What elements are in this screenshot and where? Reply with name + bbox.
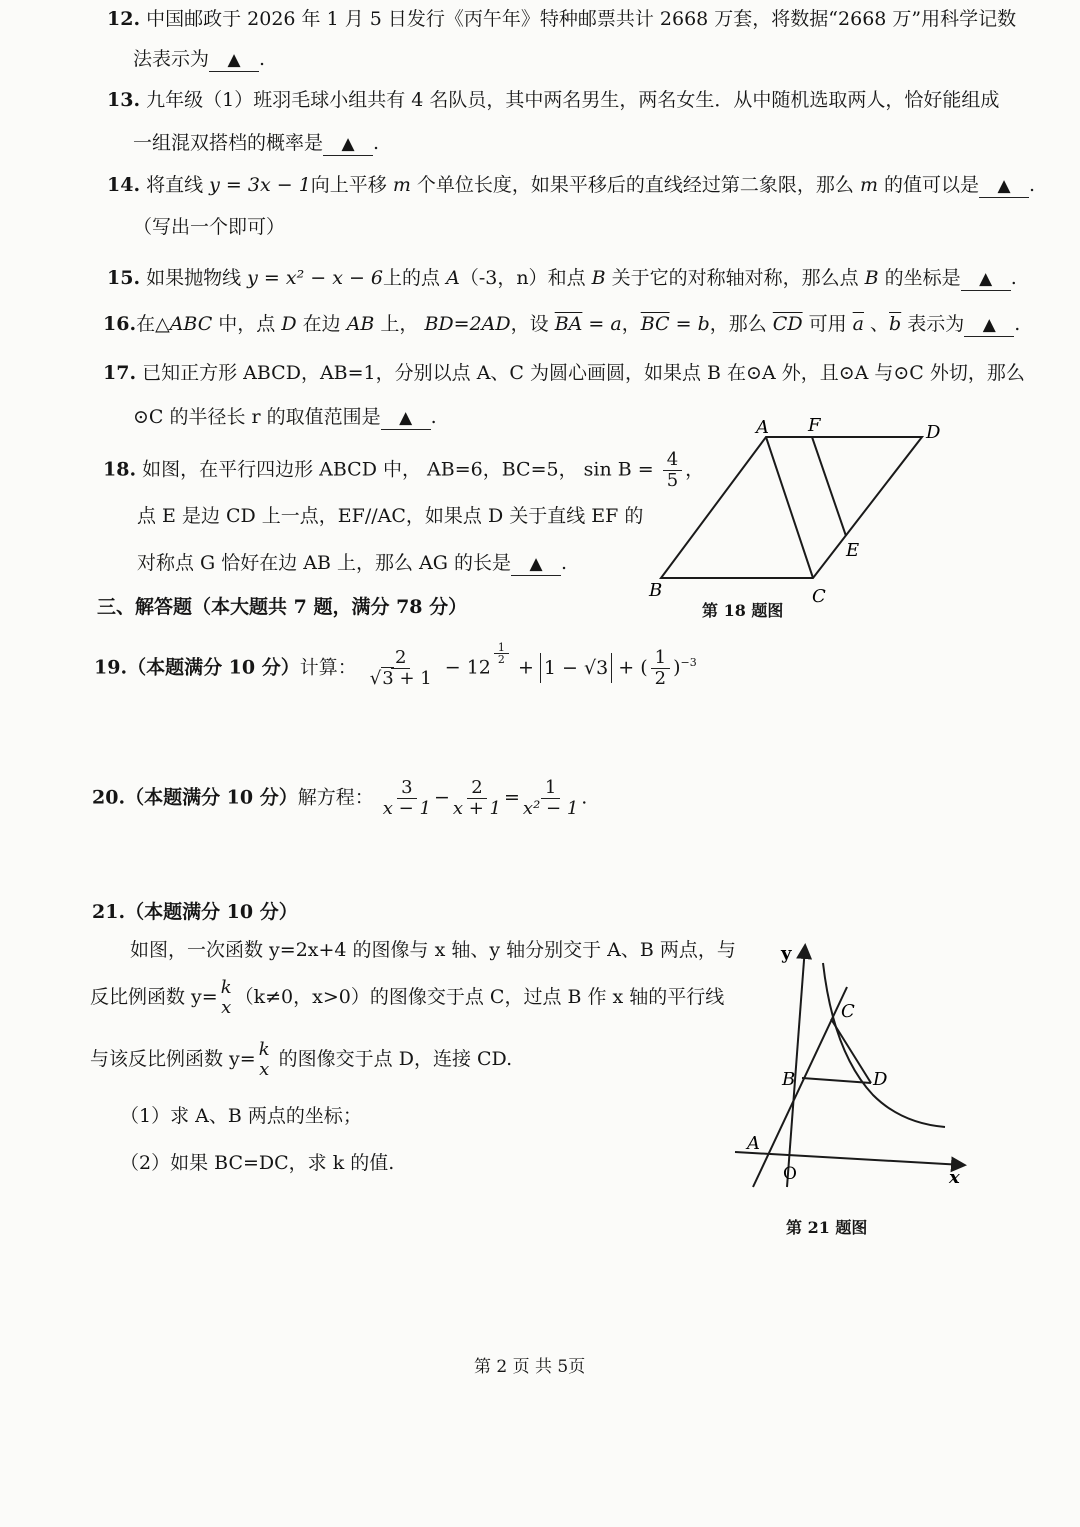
question-13-line2 xyxy=(133,130,379,156)
question-score: （本题满分 10 分） xyxy=(127,656,300,679)
question-text: 在边 xyxy=(296,313,347,335)
question-text: 九年级（1）班羽毛球小组共有 4 名队员，其中两名男生，两名女生．从中随机选取两人，恰好能组成 xyxy=(146,89,1000,111)
question-15 xyxy=(107,265,1017,291)
math-var: AB xyxy=(346,313,375,335)
denominator: √3 + 1 xyxy=(369,668,432,689)
question-text: 可用 xyxy=(802,313,853,335)
denominator: 2 xyxy=(654,668,667,689)
math-var: A xyxy=(446,267,460,289)
question-21-line1 xyxy=(130,937,736,963)
fraction-2 xyxy=(453,778,501,819)
question-text: 、 xyxy=(864,313,890,335)
question-number: 14. xyxy=(107,174,141,196)
question-number: 20. xyxy=(92,786,126,809)
triangle-marker-icon: ▲ xyxy=(979,269,993,289)
math-expression: − 12 xyxy=(438,656,491,679)
figure-21-caption: 第 21 题图 xyxy=(786,1218,868,1237)
question-text: 已知正方形 ABCD，AB=1，分别以点 A、C 为圆心画圆，如果点 B 在⊙A 外，且⊙A 与⊙C 外切，那么 xyxy=(142,362,1025,384)
question-text: 解方程： xyxy=(297,786,374,809)
period: . xyxy=(259,48,266,70)
question-text: 上的点 xyxy=(383,267,447,289)
numerator: 2 xyxy=(391,648,410,669)
math-expression: BD=2AD xyxy=(424,313,511,335)
answer-blank[interactable] xyxy=(209,48,259,72)
math-expression: = b xyxy=(669,313,710,335)
question-text: 法表示为 xyxy=(133,48,210,70)
fraction-k-over-x xyxy=(259,1040,270,1080)
triangle-marker-icon: ▲ xyxy=(997,176,1011,196)
question-20 xyxy=(92,778,587,819)
question-number: 17. xyxy=(103,362,137,384)
numerator: 4 xyxy=(663,450,682,471)
question-text: 将直线 xyxy=(146,174,210,196)
question-14-line2 xyxy=(133,214,285,240)
question-21-sub2: （2）如果 BC=DC，求 k 的值. xyxy=(120,1152,395,1174)
math-expression: y = x² − x − 6 xyxy=(247,267,384,289)
fraction-3 xyxy=(523,778,578,819)
question-text: 的图像交于点 D，连接 CD. xyxy=(272,1048,513,1070)
question-text: ⊙C 的半径长 r 的取值范围是 xyxy=(133,406,381,428)
triangle-marker-icon: ▲ xyxy=(982,315,996,335)
question-number: 15. xyxy=(107,267,141,289)
question-text: ，设 xyxy=(510,313,555,335)
question-18-line1 xyxy=(103,450,704,491)
question-number: 13. xyxy=(107,89,141,111)
hyperbola xyxy=(823,963,945,1127)
answer-blank[interactable] xyxy=(511,552,561,576)
label-a: A xyxy=(747,1133,760,1154)
question-21-sub1: （1）求 A、B 两点的坐标； xyxy=(120,1105,362,1127)
radicand: 3 xyxy=(382,668,394,689)
answer-blank[interactable] xyxy=(961,267,1011,291)
denominator: x + 1 xyxy=(452,798,501,819)
period: . xyxy=(581,786,588,809)
question-text: 表示为 xyxy=(901,313,965,335)
diagonal-ac xyxy=(766,437,813,578)
question-16 xyxy=(103,311,1020,337)
question-text: 上， xyxy=(374,313,425,335)
question-text: （k≠0，x>0）的图像交于点 C，过点 B 作 x 轴的平行线 xyxy=(234,986,725,1008)
question-21-line3 xyxy=(90,1040,512,1080)
question-text: 的坐标是 xyxy=(878,267,961,289)
question-text: 在△ xyxy=(136,313,170,335)
question-text: 一组混双搭档的概率是 xyxy=(133,132,324,154)
denominator: x − 1 xyxy=(382,798,431,819)
math-expression: y = 3x − 1 xyxy=(209,174,311,196)
question-text: ，那么 xyxy=(709,313,773,335)
triangle-marker-icon: ▲ xyxy=(341,134,355,154)
exponent-half xyxy=(494,642,509,665)
numerator: 1 xyxy=(541,778,560,799)
vector-bc: $\overline{BC}$ xyxy=(640,313,670,335)
question-text: ， xyxy=(621,313,641,335)
numerator: k xyxy=(220,977,232,998)
period: . xyxy=(430,406,437,428)
label-d: D xyxy=(926,422,941,443)
vector-b: $\overline{b}$ xyxy=(889,313,902,335)
question-text: 如图，在平行四边形 ABCD 中， AB=6，BC=5， sin B = xyxy=(142,458,660,481)
question-text: 点 E 是边 CD 上一点，EF//AC，如果点 D 关于直线 EF 的 xyxy=(137,505,644,527)
label-e: E xyxy=(846,540,860,561)
question-17-line1 xyxy=(103,360,1025,386)
question-number: 18. xyxy=(103,458,137,481)
period: . xyxy=(1014,313,1021,335)
question-text: 向上平移 xyxy=(310,174,393,196)
numerator: 1 xyxy=(494,642,509,654)
label-c: C xyxy=(812,586,826,607)
question-text: 计算： xyxy=(299,656,357,679)
question-13-line1 xyxy=(107,87,999,113)
y-axis xyxy=(787,947,805,1187)
question-number: 19. xyxy=(94,656,128,679)
question-number: 12. xyxy=(107,8,141,30)
fraction-1-2 xyxy=(651,648,670,689)
label-a: A xyxy=(756,417,769,438)
period: . xyxy=(373,132,380,154)
question-text: （写出一个即可） xyxy=(133,216,286,238)
triangle-marker-icon: ▲ xyxy=(227,50,241,70)
question-text: 和点 xyxy=(547,267,592,289)
figure-18-caption: 第 18 题图 xyxy=(702,601,784,620)
parallelogram-outline xyxy=(661,437,922,578)
question-18-line3 xyxy=(137,550,567,576)
question-21-line2 xyxy=(90,978,724,1018)
parallelogram-abcd xyxy=(661,437,922,578)
section-heading: 三、解答题（本大题共 7 题，满分 78 分） xyxy=(97,596,468,618)
math-var: ABC xyxy=(169,313,213,335)
math-var: m xyxy=(392,174,411,196)
question-text: 对称点 G 恰好在边 AB 上，那么 AG 的长是 xyxy=(137,552,511,574)
question-text: 中，点 xyxy=(212,313,282,335)
question-number: 16. xyxy=(103,313,137,335)
question-19 xyxy=(94,641,697,689)
numerator: 3 xyxy=(397,778,416,799)
answer-blank[interactable] xyxy=(323,132,373,156)
triangle-marker-icon: ▲ xyxy=(399,408,413,428)
fraction-2-over-sqrt3-plus-1 xyxy=(366,648,436,689)
question-text: 如果抛物线 xyxy=(146,267,248,289)
label-f: F xyxy=(808,415,821,436)
period: . xyxy=(1010,267,1017,289)
question-score: （本题满分 10 分） xyxy=(125,786,298,809)
denominator: x xyxy=(221,997,232,1018)
numerator: 1 xyxy=(651,648,670,669)
page-footer: 第 2 页 共 5页 xyxy=(474,1357,586,1377)
math-expression: + xyxy=(511,656,540,679)
vector-cd: $\overline{CD}$ xyxy=(772,313,803,335)
question-text: 反比例函数 y= xyxy=(90,986,218,1008)
denominator: x xyxy=(259,1059,270,1080)
triangle-marker-icon: ▲ xyxy=(529,554,543,574)
math-expression: ) xyxy=(673,656,681,679)
segment-ef xyxy=(812,437,846,536)
segment-cd xyxy=(831,1019,871,1083)
math-var: D xyxy=(281,313,297,335)
math-var: B xyxy=(864,267,879,289)
question-text: 与该反比例函数 y= xyxy=(90,1048,256,1070)
answer-blank[interactable] xyxy=(381,406,431,430)
operator: = xyxy=(504,786,520,809)
denominator: 2 xyxy=(497,653,505,666)
numerator: k xyxy=(258,1039,270,1060)
label-b: B xyxy=(782,1069,796,1090)
label-y-axis: y xyxy=(781,943,792,964)
label-origin: O xyxy=(783,1164,797,1184)
answer-blank[interactable] xyxy=(979,174,1029,198)
question-14-line1 xyxy=(107,172,1035,198)
period: . xyxy=(561,552,568,574)
math-var: B xyxy=(591,267,606,289)
math-expression: （-3，n） xyxy=(459,267,548,289)
question-12-line1 xyxy=(107,6,1016,32)
vector-ba: $\overline{BA}$ xyxy=(554,313,583,335)
period: . xyxy=(1029,174,1036,196)
question-17-line2 xyxy=(133,404,437,430)
question-text: ， xyxy=(685,458,705,481)
question-21-head xyxy=(92,899,298,925)
math-expression: = a xyxy=(582,313,622,335)
question-text: 如图，一次函数 y=2x+4 的图像与 x 轴、y 轴分别交于 A、B 两点，与 xyxy=(130,939,736,961)
numerator: 2 xyxy=(467,778,486,799)
question-number: 21. xyxy=(92,901,126,923)
question-score: （本题满分 10 分） xyxy=(125,901,298,923)
denominator: 5 xyxy=(666,470,679,491)
answer-blank[interactable] xyxy=(964,313,1014,337)
question-text: 关于它的对称轴对称，那么点 xyxy=(605,267,865,289)
label-d: D xyxy=(873,1069,888,1090)
fraction-k-over-x xyxy=(221,978,232,1018)
question-18-line2 xyxy=(137,503,643,529)
math-expression: + ( xyxy=(612,656,648,679)
vector-a: $\overline{a}$ xyxy=(852,313,864,335)
question-text: 个单位长度，如果平移后的直线经过第二象限，那么 xyxy=(410,174,860,196)
exponent: −3 xyxy=(680,656,697,670)
figure-18 xyxy=(640,410,960,625)
denominator-rest: + 1 xyxy=(393,668,432,689)
question-text: 的值可以是 xyxy=(877,174,980,196)
fraction-1 xyxy=(383,778,431,819)
question-12-line2 xyxy=(133,46,265,72)
label-c: C xyxy=(841,1001,855,1022)
figure-21 xyxy=(725,935,975,1195)
absolute-value: 1 − √3 xyxy=(540,653,612,683)
math-var: m xyxy=(859,174,878,196)
operator: − xyxy=(433,786,450,809)
label-x-axis: x xyxy=(949,1167,960,1188)
denominator: x² − 1 xyxy=(522,798,579,819)
question-text: 中国邮政于 2026 年 1 月 5 日发行《丙午年》特种邮票共计 2668 万套，将数据“2668 万”用科学记数 xyxy=(146,8,1017,30)
label-b: B xyxy=(649,580,663,601)
